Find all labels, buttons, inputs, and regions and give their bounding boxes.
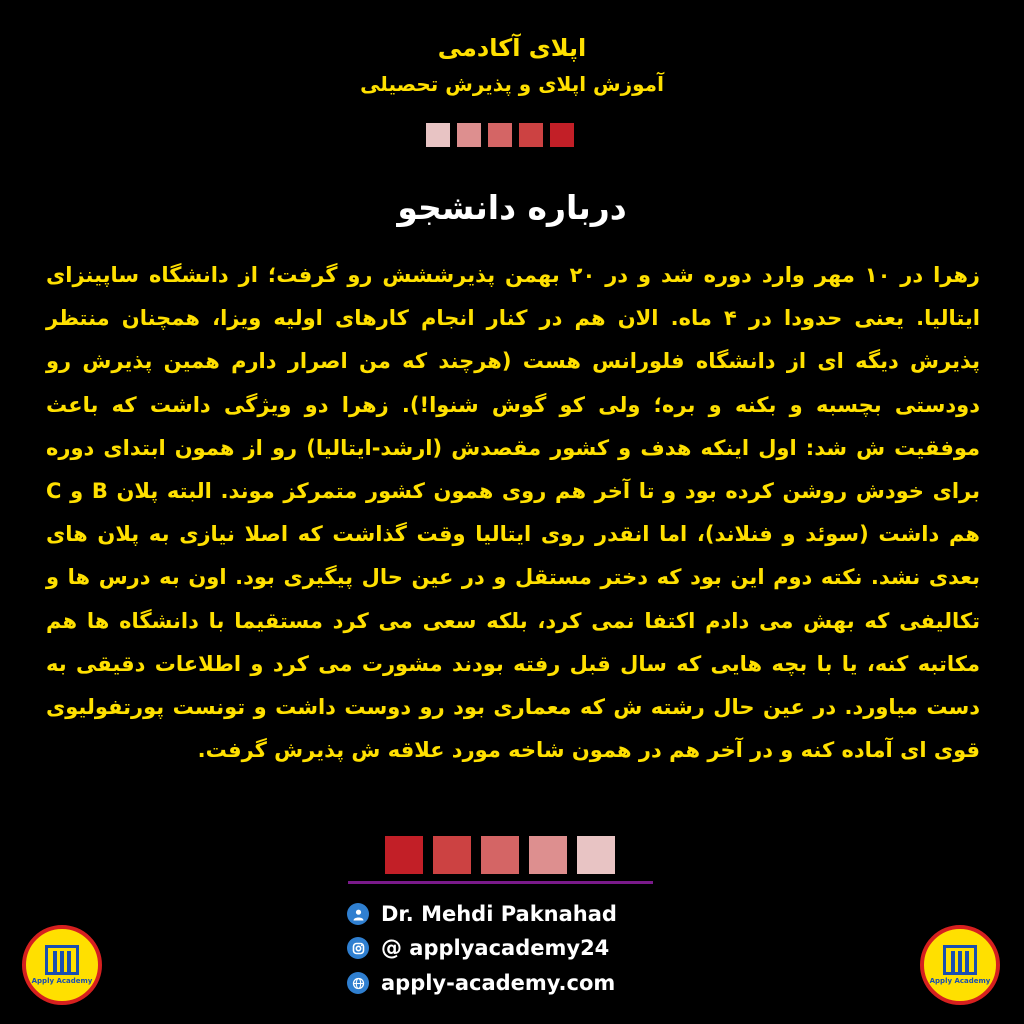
instagram-icon <box>347 937 369 959</box>
page-title: درباره دانشجو <box>397 188 627 227</box>
logo-mark-icon <box>45 945 79 975</box>
brand-subtitle: آموزش اپلای و پذیرش تحصیلی <box>360 72 664 96</box>
square <box>550 123 574 147</box>
square <box>577 836 615 874</box>
square <box>433 836 471 874</box>
square <box>519 123 543 147</box>
contact-name <box>347 900 617 928</box>
globe-icon <box>347 972 369 994</box>
square <box>457 123 481 147</box>
square <box>529 836 567 874</box>
square <box>488 123 512 147</box>
instagram-handle[interactable]: @ applyacademy24 <box>381 936 610 960</box>
logo-left <box>22 925 102 1005</box>
logo-mark-icon <box>943 945 977 975</box>
square <box>481 836 519 874</box>
square <box>385 836 423 874</box>
divider <box>348 881 653 884</box>
decorative-squares-top <box>426 123 574 147</box>
brand-title: اپلای آکادمی <box>437 34 587 62</box>
contact-website[interactable] <box>347 969 615 997</box>
logo-text: Apply Academy <box>929 977 991 985</box>
user-icon <box>347 903 369 925</box>
student-story-text: زهرا در ۱۰ مهر وارد دوره شد و در ۲۰ بهمن پذیرششش رو گرفت؛ از دانشگاه ساپینزای ایتالیا. یعنی حدودا در ۴ ماه. الان هم در کنار انجام کارهای اولیه ویزا، همچنان منتظر پذیرش دیگه ای از دانشگاه فلورانس هست (هرچند که من اصرار دارم همین پذیرش رو دودستی بچسبه و بکنه و بره؛ ولی کو گوش شنوا!). زهرا دو ویژگی داشت که باعث موفقیت ش شد: اول اینکه هدف و کشور مقصدش (ارشد-ایتالیا) رو از همون ابتدای دوره برای خودش روشن کرده بود و تا آخر هم روی همون کشور متمرکز موند. البته پلان B و C هم داشت (سوئد و فنلاند)، اما انقدر روی ایتالیا وقت گذاشت که اصلا نیازی به پلان های بعدی نشد. نکته دوم این بود که دختر مستقل و در عین حال پیگیری بود. اون به درس ها و تکالیفی که بهش می دادم اکتفا نمی کرد، بلکه سعی می کرد مستقیما با دانشگاه ها هم مکاتبه کنه، یا با بچه هایی که سال قبل رفته بودند مشورت می کرد و اطلاعات دقیقی به دست میاورد. در عین حال رشته ش که معماری بود رو دوست داشت و تونست پورتفولیوی قوی ای آماده کنه و در آخر هم در همون شاخه مورد علاقه ش پذیرش گرفت. <box>46 263 980 763</box>
decorative-squares-bottom <box>385 836 615 874</box>
website-url[interactable]: apply-academy.com <box>381 971 616 995</box>
logo-text: Apply Academy <box>31 977 93 985</box>
contact-instagram[interactable] <box>347 934 609 962</box>
logo-right <box>920 925 1000 1005</box>
contact-name-text: Dr. Mehdi Paknahad <box>381 902 617 926</box>
square <box>426 123 450 147</box>
